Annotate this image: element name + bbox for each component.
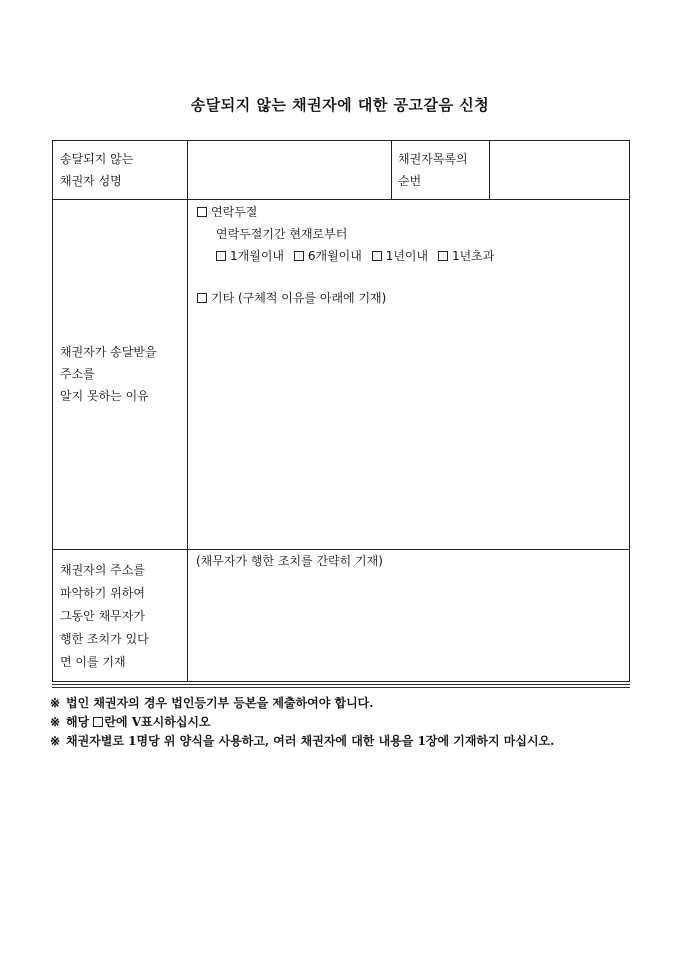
measures-label: 채권자의 주소를 파악하기 위하여 그동안 채무자가 행한 조치가 있다 면 이를 기재 [60,563,149,669]
measures-hint: (채무자가 행한 조치를 간략히 기재) [196,554,383,568]
note-item: ※ 법인 채권자의 경우 법인등기부 등본을 제출하여야 합니다. [50,696,374,710]
period-1year-checkbox[interactable] [372,251,382,261]
note-item: ※ 채권자별로 1명당 위 양식을 사용하고, 여러 채권자에 대한 내용을 1장에 기재하지 마십시오. [50,734,555,748]
creditor-list-number-field[interactable] [490,141,629,199]
note-item: ※ 해당 란에 V표시하십시오 [50,715,211,729]
divider-line [52,684,630,685]
column-divider [391,141,392,199]
page-title: 송달되지 않는 채권자에 대한 공고갈음 신청 [190,96,490,114]
application-form [52,140,630,682]
reason-content [197,201,627,309]
period-options: 1개월이내 6개월이내 1년이내 1년초과 [197,245,627,267]
period-over-1year-checkbox[interactable] [438,251,448,261]
period-1month-checkbox[interactable] [216,251,226,261]
period-6months-checkbox[interactable] [294,251,304,261]
contact-period-label: 연락두절기간 현재로부터 [216,227,348,241]
row-divider [53,199,629,200]
reason-label: 채권자가 송달받을 주소를 알지 못하는 이유 [60,345,157,403]
checkbox-symbol [93,717,103,727]
other-reason-label: 기타 (구체적 이유를 아래에 기재) [211,291,387,305]
notes-section [50,694,632,751]
divider-line [52,687,630,688]
measures-field[interactable] [188,550,629,681]
other-reason-checkbox[interactable] [197,293,207,303]
creditor-name-label: 송달되지 않는 채권자 성명 [60,152,134,188]
contact-lost-checkbox[interactable] [197,207,207,217]
creditor-name-field[interactable] [188,141,391,199]
creditor-list-number-label: 채권자목록의 순번 [398,152,468,188]
contact-lost-label: 연락두절 [211,205,258,219]
